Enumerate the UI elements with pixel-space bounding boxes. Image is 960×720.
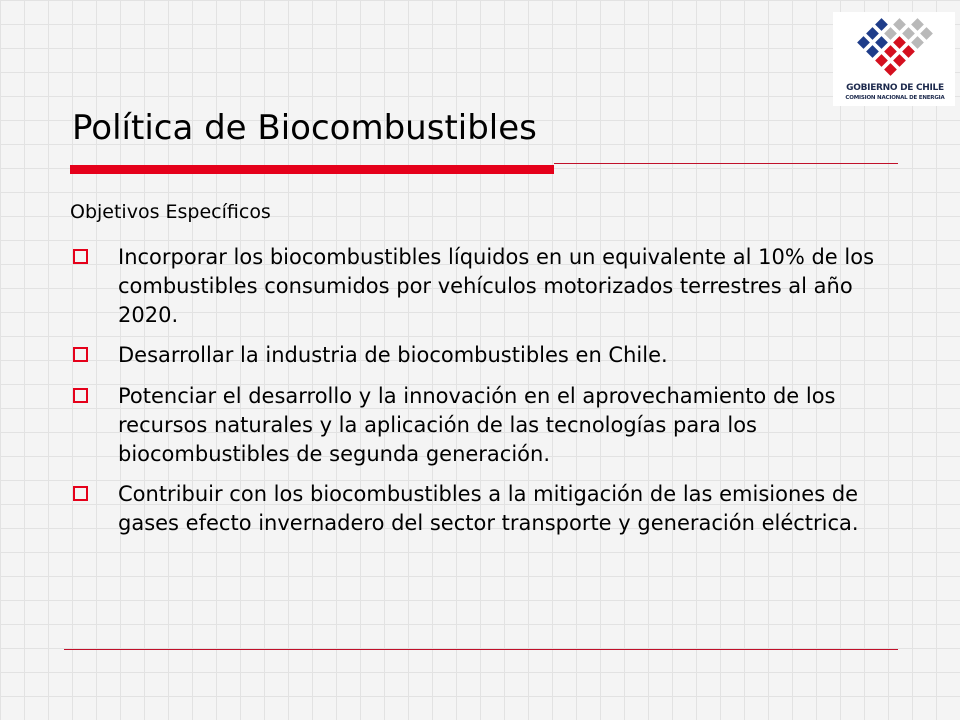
bullet-text: Incorporar los biocombustibles líquidos en un equivalente al 10% de los combustibles consumidos por vehículos motorizados terrestres al año 2020. — [118, 245, 875, 327]
slide-subtitle: Objetivos Específicos — [70, 201, 271, 223]
gobierno-de-chile-logo — [833, 12, 955, 106]
logo-text-comision: COMISION NACIONAL DE ENERGIA — [845, 95, 945, 101]
bullet-text: Contribuir con los biocombustibles a la mitigación de las emisiones de gases efecto invernadero del sector transporte y generación eléctrica. — [118, 482, 859, 535]
bullet-item — [70, 480, 910, 538]
bullet-item — [70, 382, 910, 480]
footer-divider-line — [64, 649, 898, 650]
slide-title: Política de Biocombustibles — [72, 108, 537, 148]
diamond-mosaic-icon — [851, 16, 937, 82]
bullet-item — [70, 341, 910, 382]
bullet-text: Desarrollar la industria de biocombustibles en Chile. — [118, 343, 668, 367]
bullet-item — [70, 243, 910, 341]
hollow-square-icon — [73, 486, 88, 501]
bullet-list — [70, 243, 910, 538]
hollow-square-icon — [73, 347, 88, 362]
bullet-text: Potenciar el desarrollo y la innovación en el aprovechamiento de los recursos naturales y la aplicación de las tecnologías para los biocombustibles de segunda generación. — [118, 384, 836, 466]
title-divider-line — [554, 163, 898, 164]
title-accent-bar — [70, 165, 554, 174]
hollow-square-icon — [73, 249, 88, 264]
logo-text-gobierno: GOBIERNO DE CHILE — [846, 83, 944, 93]
hollow-square-icon — [73, 388, 88, 403]
